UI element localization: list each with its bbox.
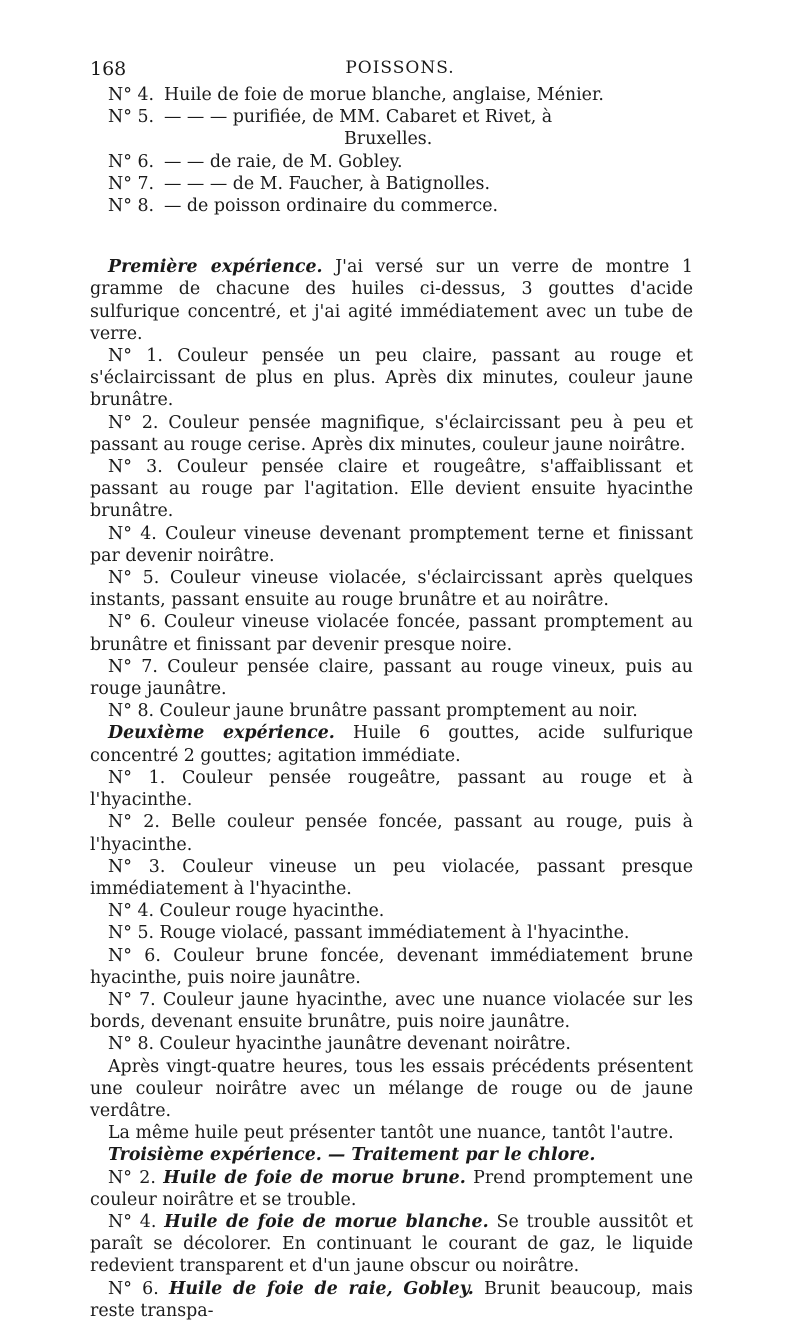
paragraph: N° 2. Belle couleur pensée foncée, passant au rouge, puis à l'hyacinthe. xyxy=(90,812,693,855)
paragraph: N° 1. Couleur pensée un peu claire, passant au rouge et s'éclaircissant de plus en plus. Après dix minutes, couleur jaune brunâtre. xyxy=(90,346,693,411)
paragraph: N° 5. Couleur vineuse violacée, s'éclaircissant après quelques instants, passant ensuite au rouge brunâtre et au noirâtre. xyxy=(90,568,693,611)
paragraph: Deuxième expérience. Huile 6 gouttes, acide sulfurique concentré 2 gouttes; agitation immédiate. xyxy=(90,723,693,766)
paragraph: N° 4. Huile de foie de morue blanche. Se trouble aussitôt et paraît se décolorer. En continuant le courant de gaz, le liquide redevient transparent et d'un jaune obscur ou noirâtre. xyxy=(90,1211,694,1277)
paragraph: N° 6. Couleur brune foncée, devenant immédiatement brune hyacinthe, puis noire jaunâtre. xyxy=(90,945,693,988)
list-item: N° 4. Huile de foie de morue blanche, anglaise, Ménier. xyxy=(108,85,604,105)
paragraph: N° 8. Couleur hyacinthe jaunâtre devenant noirâtre. xyxy=(108,1034,571,1055)
paragraph: N° 6. Couleur vineuse violacée foncée, passant promptement au brunâtre et finissant par devenir presque noire. xyxy=(90,612,693,655)
paragraph: N° 1. Couleur pensée rougeâtre, passant au rouge et à l'hyacinthe. xyxy=(90,767,693,811)
paragraph: N° 8. Couleur jaune brunâtre passant promptement au noir. xyxy=(108,701,638,722)
paragraph: N° 6. Huile de foie de raie, Gobley. Brunit beaucoup, mais reste transpa- xyxy=(90,1278,693,1321)
paragraph: Première expérience. J'ai versé sur un verre de montre 1 gramme de chacune des huiles ci-dessus, 3 gouttes d'acide sulfurique concentré, et j'ai agité immédiatement avec un tube de verre. xyxy=(90,257,693,344)
list-item-continuation: Bruxelles. xyxy=(344,129,433,150)
sample-list xyxy=(90,84,693,217)
list-item: N° 5. — — — purifiée, de MM. Cabaret et Rivet, à xyxy=(108,107,553,128)
list-item: N° 6. — — de raie, de M. Gobley. xyxy=(108,151,403,172)
paragraph: N° 4. Couleur vineuse devenant promptement terne et finissant par devenir noirâtre. xyxy=(90,523,693,566)
list-item: N° 7. — — — de M. Faucher, à Batignolles. xyxy=(108,173,490,194)
paragraph: N° 5. Rouge violacé, passant immédiatement à l'hyacinthe. xyxy=(108,923,630,944)
paragraph: Après vingt-quatre heures, tous les essais précédents présentent une couleur noirâtre avec un mélange de rouge ou de jaune verdâtre. xyxy=(90,1056,693,1121)
experiments xyxy=(90,256,693,1322)
paragraph: N° 4. Couleur rouge hyacinthe. xyxy=(108,901,385,922)
page-header xyxy=(90,58,710,82)
page-number: 168 xyxy=(90,58,127,80)
section-label: Première expérience. xyxy=(108,257,323,278)
paragraph: N° 2. Couleur pensée magnifique, s'éclaircissant peu à peu et passant au rouge cerise. Après dix minutes, couleur jaune noirâtre. xyxy=(90,412,693,455)
paragraph: N° 3. Couleur pensée claire et rougeâtre, s'affaiblissant et passant au rouge par l'agitation. Elle devient ensuite hyacinthe brunâtre. xyxy=(90,457,693,522)
paragraph: N° 2. Huile de foie de morue brune. Prend promptement une couleur noirâtre et se trouble. xyxy=(90,1167,693,1210)
paragraph: N° 3. Couleur vineuse un peu violacée, passant presque immédiatement à l'hyacinthe. xyxy=(90,856,693,899)
list-item: N° 8. — de poisson ordinaire du commerce. xyxy=(108,196,499,217)
paragraph: N° 7. Couleur jaune hyacinthe, avec une nuance violacée sur les bords, devenant ensuite brunâtre, puis noire jaunâtre. xyxy=(90,989,693,1033)
section-heading: Troisième expérience. — Traitement par le chlore. xyxy=(108,1145,596,1166)
running-title: POISSONS. xyxy=(345,58,455,78)
page-body xyxy=(90,84,693,1322)
section-label: Deuxième expérience. xyxy=(108,723,335,744)
paragraph: La même huile peut présenter tantôt une nuance, tantôt l'autre. xyxy=(108,1123,674,1144)
paragraph: N° 7. Couleur pensée claire, passant au rouge vineux, puis au rouge jaunâtre. xyxy=(90,656,693,700)
